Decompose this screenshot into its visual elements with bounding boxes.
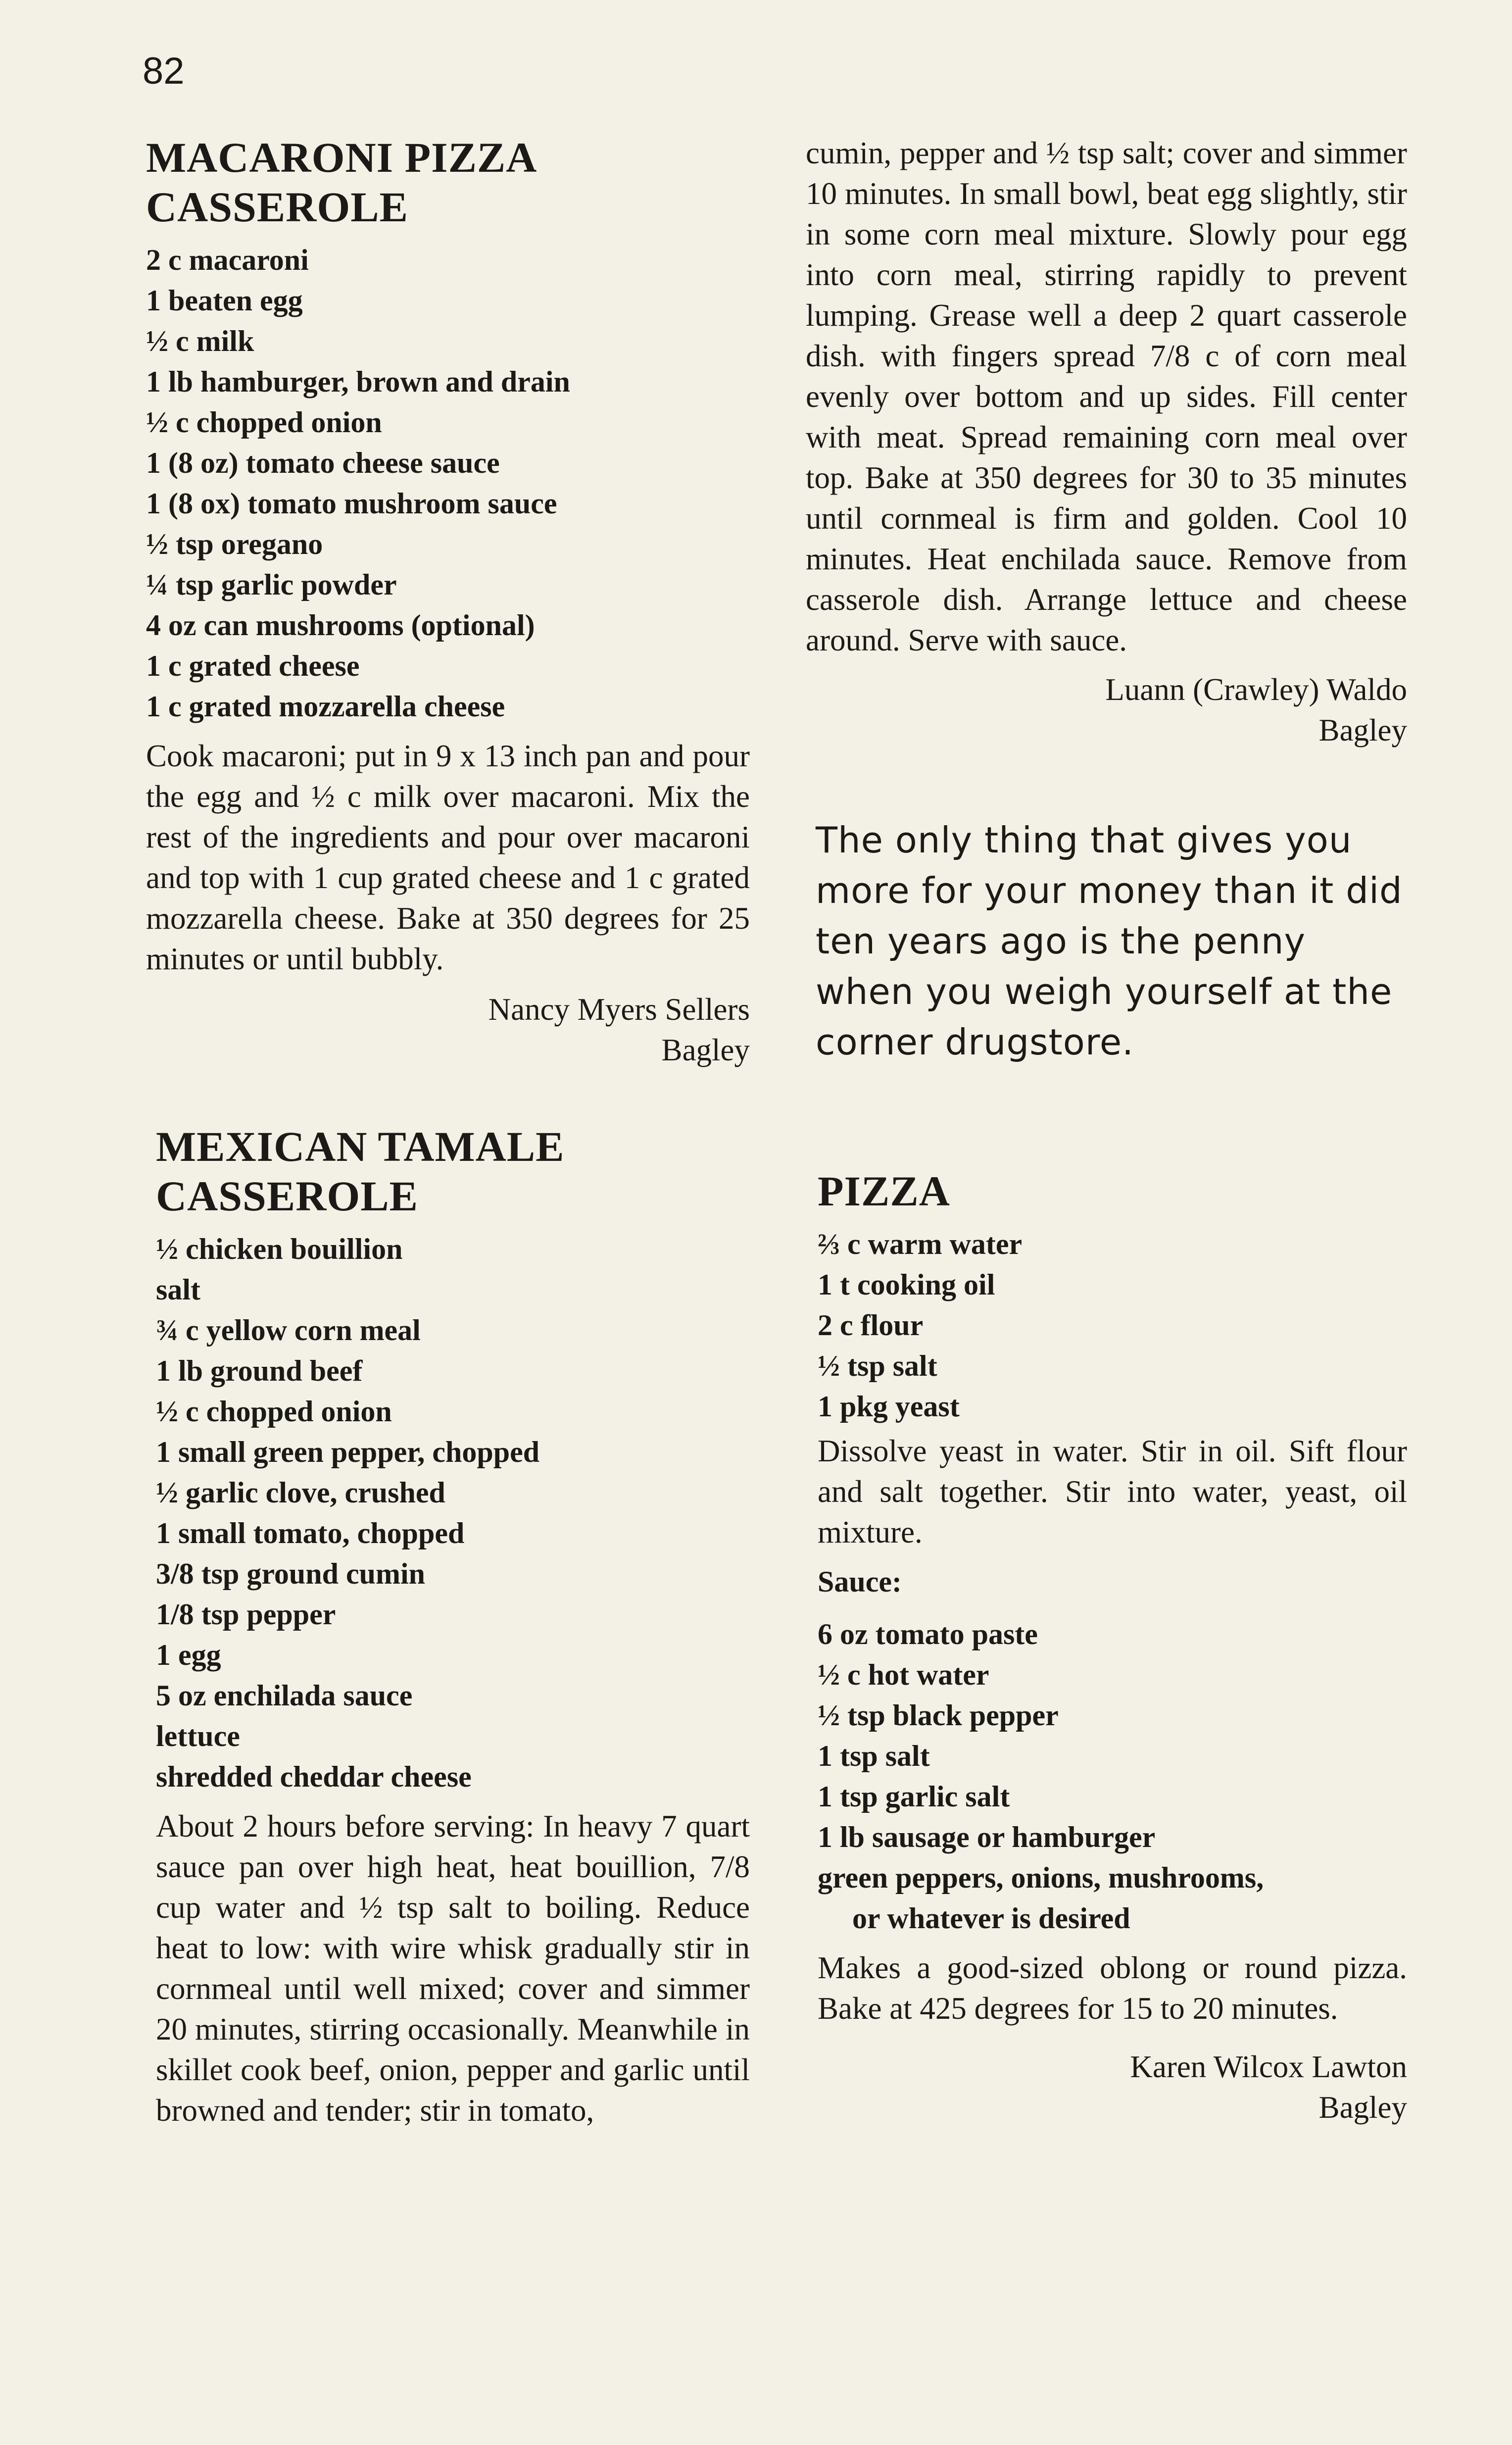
ingredient: 1 beaten egg	[146, 284, 303, 317]
recipe-title-line: CASSEROLE	[146, 183, 408, 231]
ingredient: 1 tsp garlic salt	[818, 1780, 1010, 1813]
ingredient-continued: or whatever is desired	[852, 1902, 1130, 1935]
ingredient: 1 small green pepper, chopped	[156, 1436, 540, 1468]
ingredient: ¼ tsp garlic powder	[146, 568, 397, 601]
recipe-title	[146, 133, 750, 232]
ingredient: 1 lb hamburger, brown and drain	[146, 365, 570, 398]
recipe-macaroni-pizza-casserole	[146, 133, 750, 1070]
recipe-instructions: About 2 hours before serving: In heavy 7 quart sauce pan over high heat, heat bouillion, 7/8 cup water and ½ tsp salt to boiling. Reduce heat to low: with wire whisk gradually stir in cornmeal until well mixed; cover and simmer 20 minutes, stirring occasionally. Meanwhile in skillet cook beef, onion, pepper and garlic until browned and tender; stir in tomato,	[156, 1809, 750, 2128]
ingredient: ½ tsp salt	[818, 1349, 937, 1382]
recipe-title-line: MACARONI PIZZA	[146, 134, 537, 181]
page-number: 82	[143, 50, 185, 92]
ingredient: ¾ c yellow corn meal	[156, 1314, 421, 1347]
recipe-instructions-continued: cumin, pepper and ½ tsp salt; cover and simmer 10 minutes. In small bowl, beat egg slightly, stir in some corn meal mixture. Slowly pour egg into corn meal, stirring rapidly to prevent lumping. Grease well a deep 2 quart casserole dish. with fingers spread 7/8 c of corn meal evenly over bottom and up sides. Fill center with meat. Spread remaining corn meal over top. Bake at 350 degrees for 30 to 35 minutes until cornmeal is firm and golden. Cool 10 minutes. Heat enchilada sauce. Remove from casserole dish. Arrange lettuce and cheese around. Serve with sauce.	[806, 136, 1407, 657]
ingredient: 1 (8 ox) tomato mushroom sauce	[146, 487, 557, 520]
recipe-credit-name: Luann (Crawley) Waldo	[1105, 672, 1407, 707]
sauce-ingredient-list	[818, 1614, 1407, 1939]
recipe-credit-town: Bagley	[1318, 713, 1407, 748]
recipe-pizza	[806, 1166, 1407, 2128]
ingredient: green peppers, onions, mushrooms,	[818, 1861, 1264, 1894]
recipe-closing: Makes a good-sized oblong or round pizza. Bake at 425 degrees for 15 to 20 minutes.	[818, 1950, 1407, 2026]
recipe-credit-town: Bagley	[1318, 2090, 1407, 2125]
ingredient-list	[156, 1229, 750, 1797]
recipe-title	[156, 1122, 750, 1221]
sauce-heading: Sauce:	[818, 1565, 902, 1598]
ingredient: 5 oz enchilada sauce	[156, 1679, 413, 1712]
recipe-instructions: Dissolve yeast in water. Stir in oil. Sift flour and salt together. Stir into water, yeast, oil mixture.	[818, 1434, 1407, 1549]
ingredient: ⅔ c warm water	[818, 1228, 1023, 1260]
ingredient: ½ garlic clove, crushed	[156, 1476, 445, 1509]
ingredient: ½ tsp oregano	[146, 528, 323, 560]
ingredient: 1 c grated cheese	[146, 649, 360, 682]
ingredient: 1 small tomato, chopped	[156, 1517, 465, 1549]
ingredient: salt	[156, 1273, 200, 1306]
recipe-instructions: Cook macaroni; put in 9 x 13 inch pan and pour the egg and ½ c milk over macaroni. Mix the rest of the ingredients and pour over macaroni and top with 1 cup grated cheese and 1 c grated mozzarella cheese. Bake at 350 degrees for 25 minutes or until bubbly.	[146, 739, 750, 976]
ingredient: 2 c macaroni	[146, 244, 309, 276]
ingredient: 1 egg	[156, 1639, 221, 1671]
recipe-title-line: CASSEROLE	[156, 1172, 418, 1220]
ingredient: 4 oz can mushrooms (optional)	[146, 609, 535, 642]
ingredient: 6 oz tomato paste	[818, 1618, 1038, 1650]
recipe-tamale-continued	[806, 133, 1407, 750]
ingredient: 2 c flour	[818, 1309, 924, 1342]
ingredient: 1 pkg yeast	[818, 1390, 960, 1423]
ingredient-list	[818, 1224, 1407, 1427]
ingredient: 3/8 tsp ground cumin	[156, 1557, 426, 1590]
ingredient: 1 tsp salt	[818, 1740, 930, 1772]
recipe-title-line: MEXICAN TAMALE	[156, 1123, 565, 1170]
recipe-credit-name: Nancy Myers Sellers	[488, 992, 750, 1027]
ingredient: ½ c hot water	[818, 1658, 989, 1691]
right-column	[806, 133, 1407, 2128]
ingredient: ½ tsp black pepper	[818, 1699, 1059, 1732]
ingredient: 1 c grated mozzarella cheese	[146, 690, 505, 723]
ingredient: 1 (8 oz) tomato cheese sauce	[146, 447, 500, 479]
recipe-mexican-tamale-casserole	[146, 1122, 750, 2131]
recipe-credit-town: Bagley	[661, 1033, 750, 1067]
recipe-credit-name: Karen Wilcox Lawton	[1130, 2049, 1407, 2084]
ingredient: lettuce	[156, 1720, 240, 1752]
ingredient: ½ chicken bouillion	[156, 1233, 403, 1265]
ingredient: 1 lb sausage or hamburger	[818, 1821, 1156, 1853]
left-column	[146, 133, 750, 2131]
ingredient: shredded cheddar cheese	[156, 1760, 472, 1793]
ingredient-list	[146, 240, 750, 727]
ingredient: 1 t cooking oil	[818, 1268, 995, 1301]
ingredient: 1/8 tsp pepper	[156, 1598, 336, 1631]
ingredient: ½ c chopped onion	[146, 406, 382, 439]
ingredient: ½ c milk	[146, 325, 254, 357]
ingredient: ½ c chopped onion	[156, 1395, 392, 1428]
recipe-title: PIZZA	[818, 1167, 950, 1215]
ingredient: 1 lb ground beef	[156, 1354, 363, 1387]
filler-joke: The only thing that gives you more for your money than it did ten years ago is the penny when you weigh yourself at the corner drugstore.	[816, 819, 1403, 1063]
